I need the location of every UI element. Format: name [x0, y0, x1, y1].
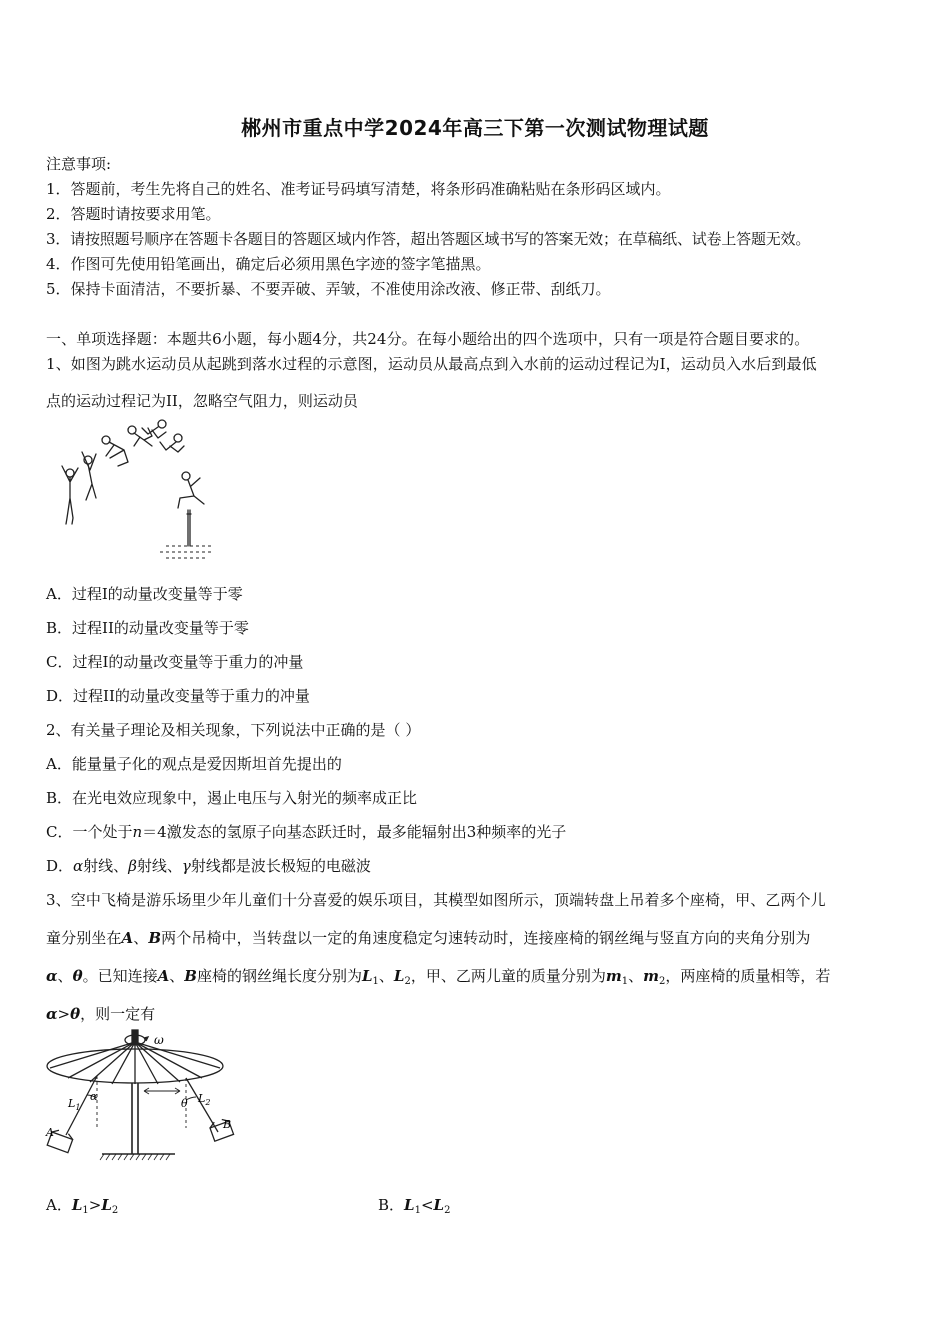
l2-label: $L_2$: [198, 1092, 211, 1107]
question-3-stem-line3: α、θ。已知连接A、B座椅的钢丝绳长度分别为$L_1$、$L_2$，甲、乙两儿童的质量分别为$m_1$、$m_2$，两座椅的质量相等，若: [46, 967, 831, 987]
notice-heading: 注意事项:: [46, 155, 112, 173]
notice-item: 1．答题前，考生先将自己的姓名、准考证号码填写清楚，将条形码准确粘贴在条形码区域内。: [46, 180, 671, 198]
diver-pose-somersault: [128, 426, 152, 446]
theta-label: θ: [181, 1097, 188, 1110]
diver-pose-tuck: [142, 420, 166, 438]
question-1-option-d: D．过程II的动量改变量等于重力的冲量: [46, 687, 310, 705]
diver-pose-descend: [178, 472, 204, 508]
point-b-label: B: [223, 1118, 232, 1131]
diver-pose-rotate: [160, 434, 184, 452]
notice-item: 3．请按照题号顺序在答题卡各题目的答题区域内作答，超出答题区域书写的答案无效；在草稿纸、试卷上答题无效。: [46, 230, 811, 248]
diver-figure: [48, 418, 218, 563]
notice-item: 4．作图可先使用铅笔画出，确定后必须用黑色字迹的签字笔描黑。: [46, 255, 491, 273]
question-1-stem-line2: 点的运动过程记为II，忽略空气阻力，则运动员: [46, 392, 358, 410]
diver-pose-pike: [102, 436, 128, 466]
question-1-option-a: A．过程I的动量改变量等于零: [46, 585, 243, 603]
diver-pose-standing: [62, 466, 78, 524]
swing-ride-figure: [40, 1028, 250, 1168]
question-3-stem-line2: 童分别坐在A、B两个吊椅中，当转盘以一定的角速度稳定匀速转动时，连接座椅的钢丝绳与竖直方向的夹角分别为: [46, 929, 811, 947]
question-3-stem-line4: α>θ，则一定有: [46, 1005, 156, 1023]
point-a-label: A: [46, 1126, 54, 1139]
question-2-option-d: D．α射线、β射线、γ射线都是波长极短的电磁波: [46, 857, 371, 875]
notice-item: 2．答题时请按要求用笔。: [46, 205, 221, 223]
question-1-option-c: C．过程I的动量改变量等于重力的冲量: [46, 653, 304, 671]
diver-pose-leap: [82, 452, 96, 500]
question-3-stem-line1: 3、空中飞椅是游乐场里少年儿童们十分喜爱的娱乐项目，其模型如图所示，顶端转盘上吊着多个座椅，甲、乙两个儿: [46, 891, 826, 909]
l1-label: $L_1$: [68, 1097, 81, 1112]
diver-pose-entry: [187, 510, 191, 546]
section-heading: 一、单项选择题：本题共6小题，每小题4分，共24分。在每小题给出的四个选项中，只有一项是符合题目要求的。: [46, 330, 810, 348]
question-1-option-b: B．过程II的动量改变量等于零: [46, 619, 249, 637]
question-3-option-a: A．$L_1>L_2$: [46, 1196, 119, 1216]
notice-item: 5．保持卡面清洁，不要折暴、不要弄破、弄皱，不准使用涂改液、修正带、刮纸刀。: [46, 280, 611, 298]
omega-label: ω: [154, 1033, 164, 1047]
question-2-option-b: B．在光电效应现象中，遏止电压与入射光的频率成正比: [46, 789, 418, 807]
question-1-stem-line1: 1、如图为跳水运动员从起跳到落水过程的示意图，运动员从最高点到入水前的运动过程记为I，运动员入水后到最低: [46, 355, 817, 373]
alpha-label: α: [90, 1090, 98, 1103]
page-title: 郴州市重点中学2024年高三下第一次测试物理试题: [241, 116, 709, 140]
question-3-option-b: B．$L_1<L_2$: [378, 1196, 451, 1216]
question-2-option-c: C．一个处于n＝4激发态的氢原子向基态跃迁时，最多能辐射出3种频率的光子: [46, 823, 567, 841]
water-surface: [160, 546, 213, 558]
question-2-stem: 2、有关量子理论及相关现象，下列说法中正确的是（ ）: [46, 721, 421, 739]
question-2-option-a: A．能量量子化的观点是爱因斯坦首先提出的: [46, 755, 342, 773]
